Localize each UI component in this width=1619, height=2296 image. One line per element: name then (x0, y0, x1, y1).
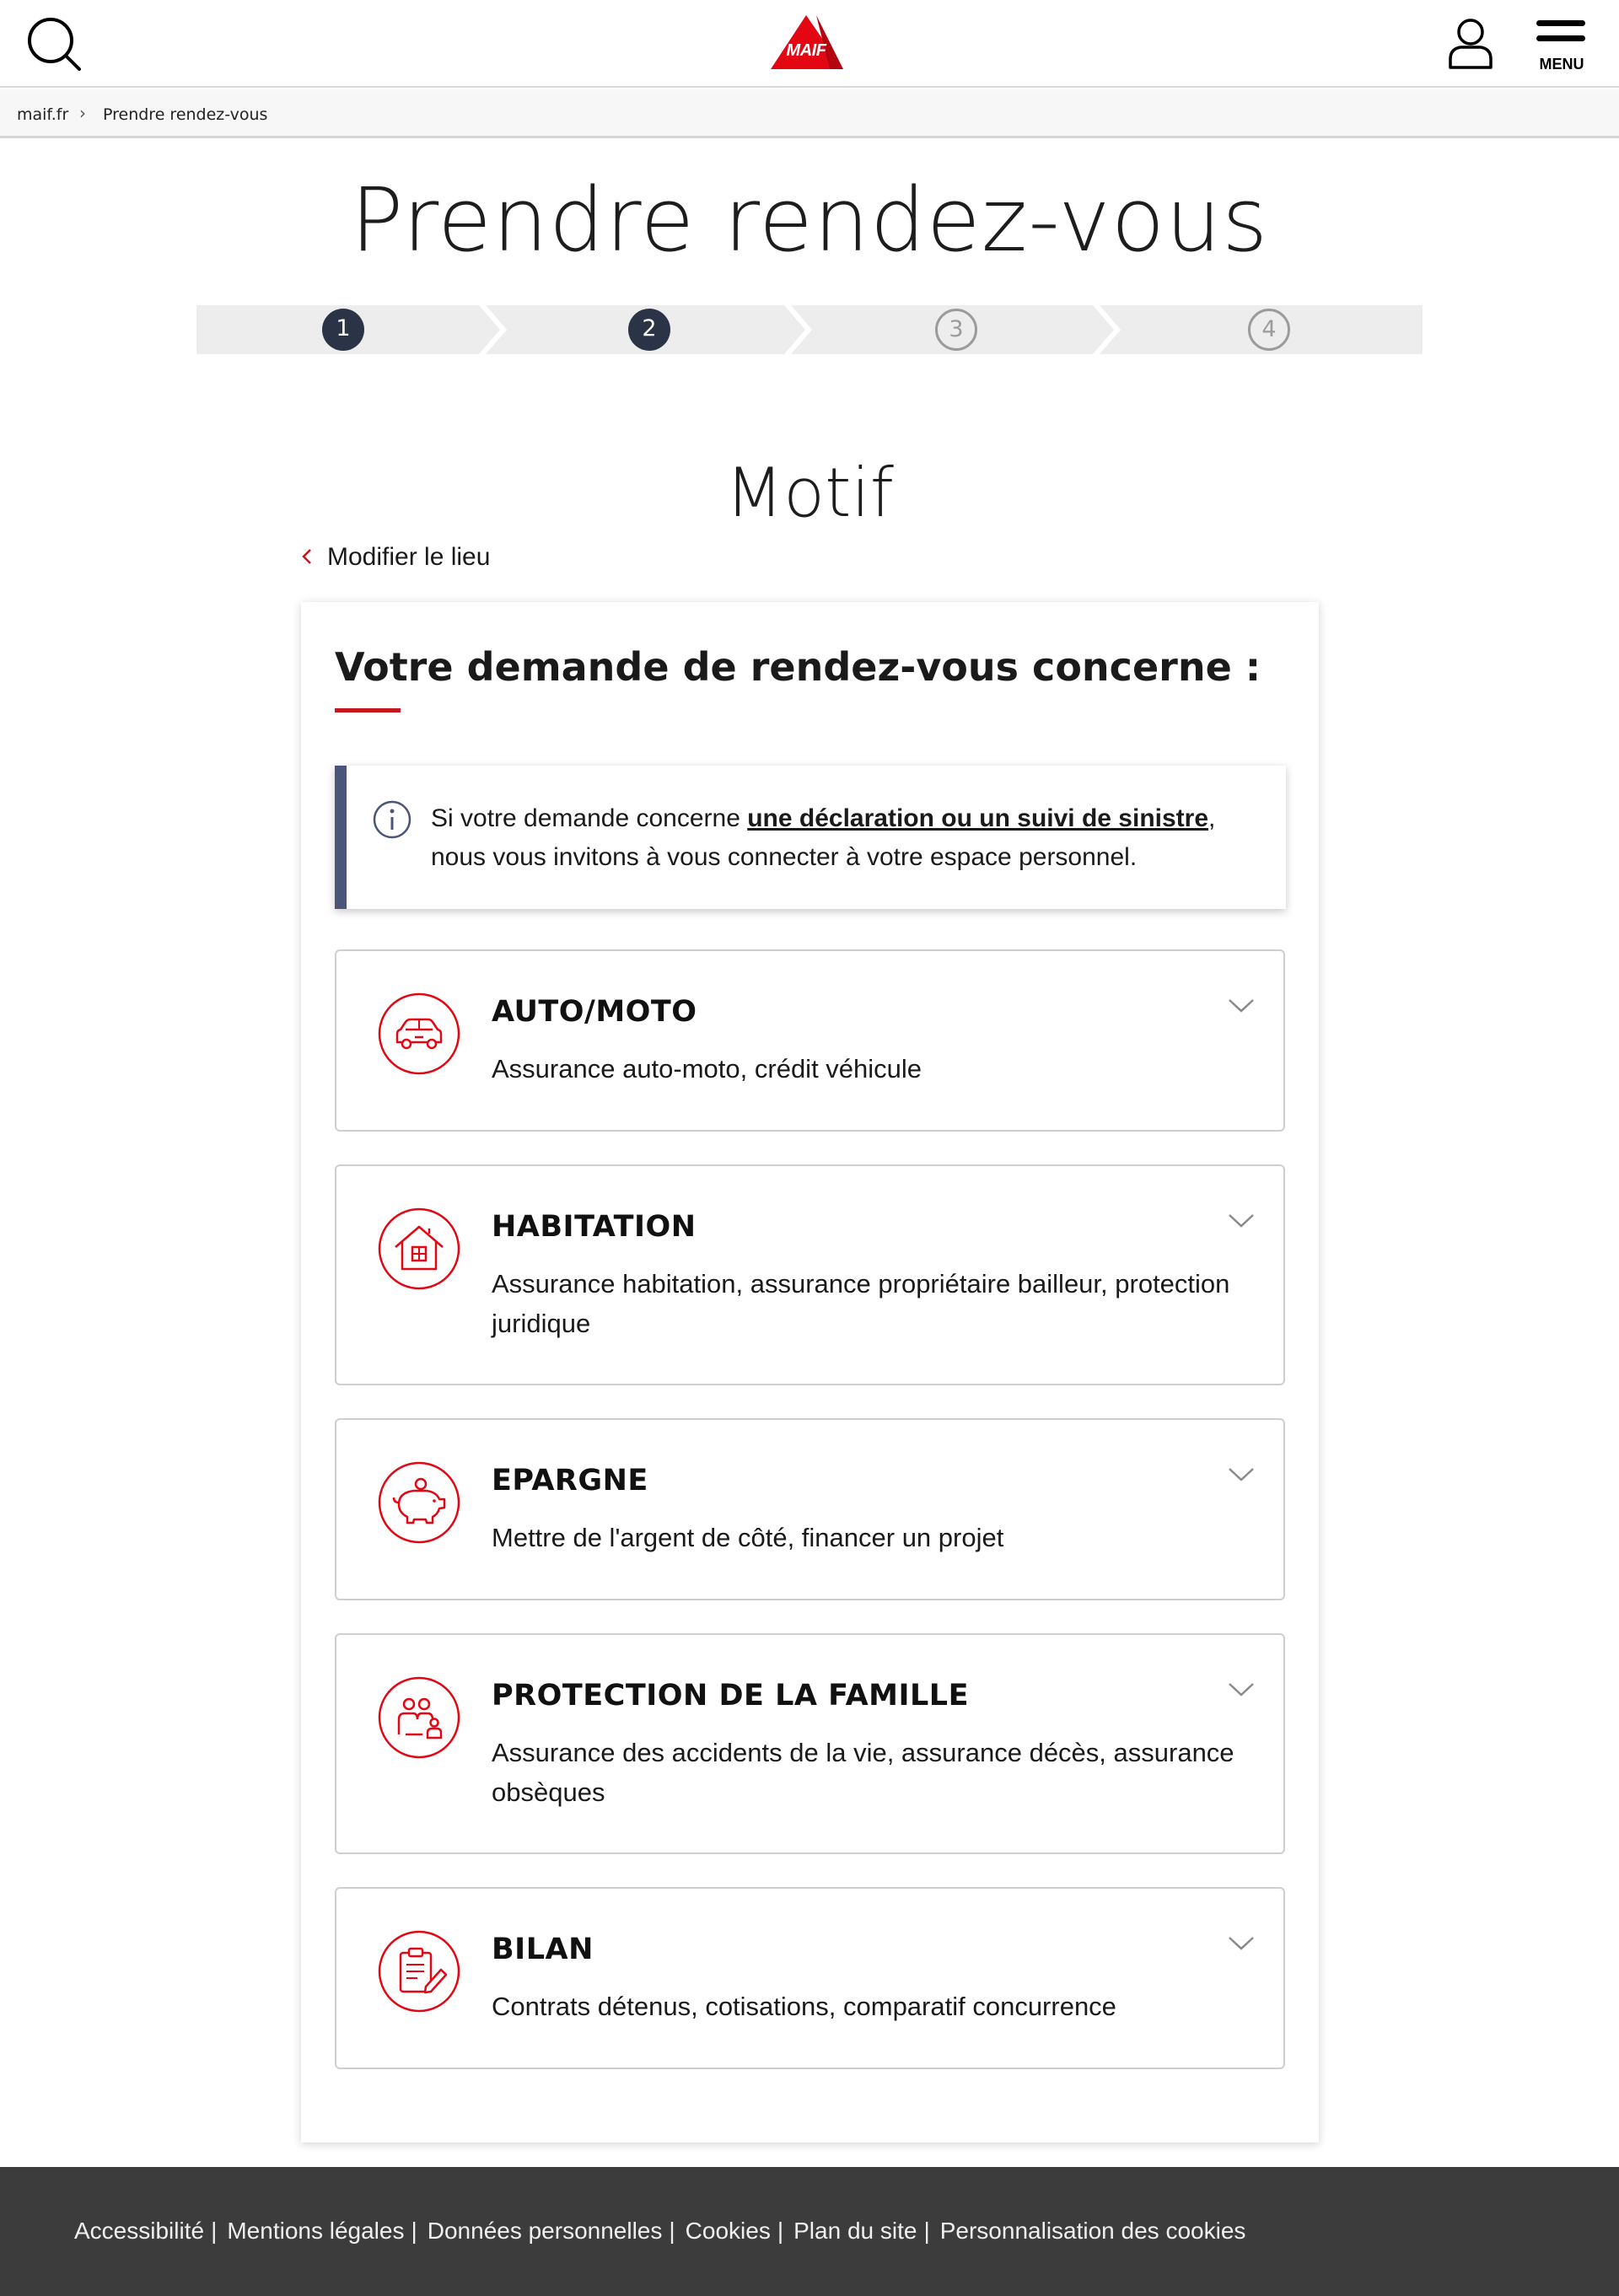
option-epargne[interactable] (335, 1418, 1285, 1600)
option-description: Assurance habitation, assurance propriétaire bailleur, protection juridique (492, 1269, 1230, 1338)
option-habitation[interactable] (335, 1164, 1285, 1385)
step-2: 2 (628, 309, 670, 351)
chevron-down-icon (1227, 1680, 1256, 1699)
option-protection-famille[interactable] (335, 1633, 1285, 1854)
option-description: Assurance des accidents de la vie, assurance décès, assurance obsèques (492, 1738, 1234, 1807)
page-title: Prendre rendez-vous (350, 169, 1269, 272)
info-icon (372, 799, 412, 840)
breadcrumb (0, 89, 1619, 138)
heading-underline (335, 708, 401, 712)
breadcrumb-separator: › (79, 103, 86, 123)
option-description: Assurance auto-moto, crédit véhicule (492, 1054, 922, 1083)
progress-stepper (196, 305, 1423, 354)
logo-text: MAIF (786, 41, 826, 60)
chevron-down-icon (1227, 1934, 1256, 1953)
search-button[interactable] (25, 15, 84, 74)
footer-links (74, 2218, 1245, 2245)
option-title: EPARGNE (492, 1464, 648, 1498)
option-title: AUTO/MOTO (492, 995, 697, 1029)
option-bilan[interactable] (335, 1887, 1285, 2069)
chevron-down-icon (1227, 1465, 1256, 1484)
menu-bar-top (1536, 20, 1585, 26)
modify-location-label: Modifier le lieu (327, 543, 491, 571)
menu-button[interactable] (1531, 19, 1592, 74)
chevron-down-icon (1227, 997, 1256, 1015)
step-3: 3 (935, 309, 977, 351)
footer-link-donnees-personnelles[interactable]: Données personnelles (427, 2218, 663, 2244)
maif-logo[interactable] (767, 13, 845, 73)
claim-link[interactable]: une déclaration ou un suivi de sinistre (747, 804, 1209, 832)
info-text-after: , nous vous invitons à vous connecter à votre espace personnel. (431, 804, 1216, 871)
option-title: PROTECTION DE LA FAMILLE (492, 1679, 970, 1713)
footer-link-accessibilite[interactable]: Accessibilité (74, 2218, 205, 2244)
car-icon (377, 992, 461, 1076)
stepper-track (196, 305, 1423, 354)
motif-card (301, 602, 1319, 2143)
menu-label: MENU (1539, 56, 1584, 73)
piggy-bank-icon (377, 1460, 461, 1545)
family-icon (377, 1675, 461, 1760)
info-text (431, 799, 1274, 877)
step-1: 1 (322, 309, 364, 351)
footer-link-mentions-legales[interactable]: Mentions légales (227, 2218, 405, 2244)
clipboard-icon (377, 1929, 461, 2014)
site-footer (0, 2167, 1619, 2296)
card-heading: Votre demande de rendez-vous concerne : (335, 644, 1261, 690)
footer-separator: | (669, 2218, 675, 2244)
breadcrumb-current: Prendre rendez-vous (103, 105, 268, 124)
info-text-before: Si votre demande concerne (431, 804, 748, 832)
footer-separator: | (211, 2218, 218, 2244)
footer-separator: | (777, 2218, 784, 2244)
search-icon (25, 15, 84, 74)
option-title: HABITATION (492, 1210, 697, 1244)
chevron-down-icon (1227, 1212, 1256, 1230)
footer-link-personnalisation-cookies[interactable]: Personnalisation des cookies (939, 2218, 1246, 2244)
footer-separator: | (923, 2218, 930, 2244)
footer-link-cookies[interactable]: Cookies (685, 2218, 771, 2244)
info-notice (335, 766, 1286, 909)
option-description: Contrats détenus, cotisations, comparatif concurrence (492, 1992, 1116, 2021)
option-description: Mettre de l'argent de côté, financer un projet (492, 1523, 1004, 1552)
step-4: 4 (1248, 309, 1290, 351)
menu-bar-middle (1536, 35, 1585, 41)
account-button[interactable] (1447, 17, 1494, 71)
footer-link-plan-du-site[interactable]: Plan du site (793, 2218, 917, 2244)
user-icon (1447, 17, 1494, 71)
option-title: BILAN (492, 1933, 594, 1966)
house-icon (377, 1207, 461, 1291)
footer-separator: | (411, 2218, 417, 2244)
site-header (0, 0, 1619, 88)
section-title: Motif (725, 454, 894, 532)
chevron-left-icon (300, 546, 314, 567)
option-auto-moto[interactable] (335, 949, 1285, 1132)
breadcrumb-home-link[interactable]: maif.fr (17, 105, 69, 124)
